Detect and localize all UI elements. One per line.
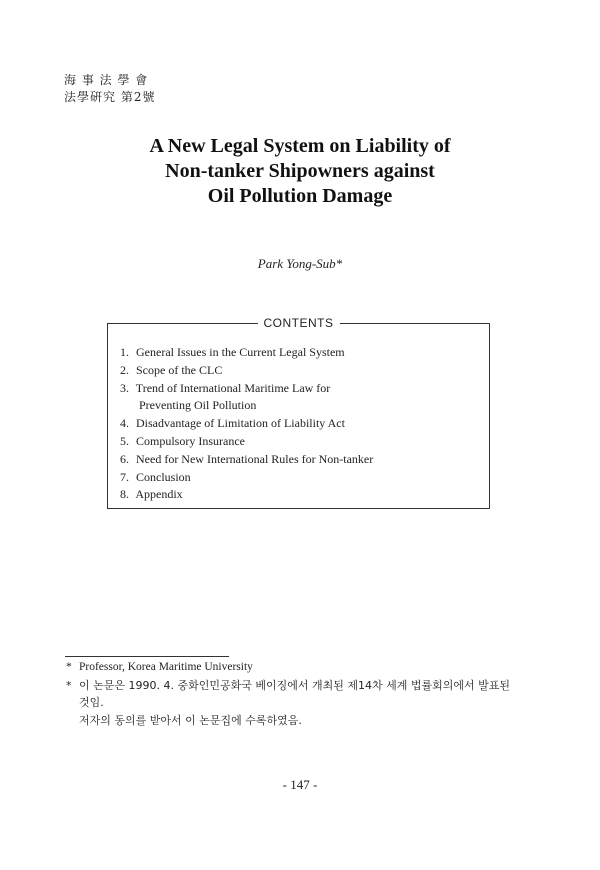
contents-item-number: 8. [120,487,129,502]
contents-item-text: Scope of the CLC [136,362,223,377]
journal-header [64,72,155,106]
contents-item-number: 1. [120,345,129,359]
contents-item [120,380,373,398]
contents-item-number: 2. [120,362,129,377]
contents-item [120,344,373,362]
contents-item [120,362,373,380]
contents-list [120,344,373,504]
contents-item-number: 5. [120,433,129,448]
contents-item-text: Trend of International Maritime Law for [135,380,331,395]
contents-heading [108,315,489,331]
title-line-3: Oil Pollution Damage [207,185,393,207]
footnote-asterisk: * [66,678,72,692]
contents-item-number: 7. [120,469,129,484]
contents-item [120,415,373,433]
paper-title [0,134,600,209]
contents-item [120,469,373,487]
contents-item-text: Disadvantage of Limitation of Liability Act [136,416,345,431]
contents-item-text: General Issues in the Current Legal System [136,345,345,359]
title-line-2: Non-tanker Shipowners against [165,160,435,182]
footnote-author-text: Professor, Korea Maritime University [79,661,253,673]
contents-item [120,486,373,504]
contents-item-continuation: Preventing Oil Pollution [139,398,257,413]
contents-item [120,433,373,451]
journal-name: 海 事 法 學 會 [64,73,149,87]
contents-item-text: Conclusion [136,469,191,484]
footnote-presentation-continuation: 것임. [79,696,104,709]
page-number: - 147 - [282,777,318,792]
footnote-divider [65,656,229,657]
contents-box [107,316,490,509]
footnote-presentation-text: 이 논문은 1990. 4. 중화인민공화국 베이징에서 개최된 제14차 세계 법률회의에서 발표된 [79,678,510,692]
contents-item-text: Need for New International Rules for Non-tanker [136,451,374,466]
title-line-1: A New Legal System on Liability of [149,135,451,157]
footnotes [66,659,510,729]
contents-item-text: Compulsory Insurance [136,433,245,448]
contents-item [120,451,373,469]
footnote-consent-text: 저자의 동의를 받아서 이 논문집에 수록하였음. [79,713,302,727]
author-name: Park Yong-Sub* [257,256,343,271]
journal-issue: 法學硏究 第2號 [64,90,156,104]
contents-item-text: Appendix [135,487,183,502]
contents-item-number: 3. [120,380,129,395]
footnote-presentation [66,677,510,695]
footnote-asterisk: * [66,661,72,673]
contents-heading-label: CONTENTS [258,316,340,330]
footnote-author [66,659,510,677]
contents-item-number: 4. [120,416,129,431]
contents-item-number: 6. [120,451,129,466]
